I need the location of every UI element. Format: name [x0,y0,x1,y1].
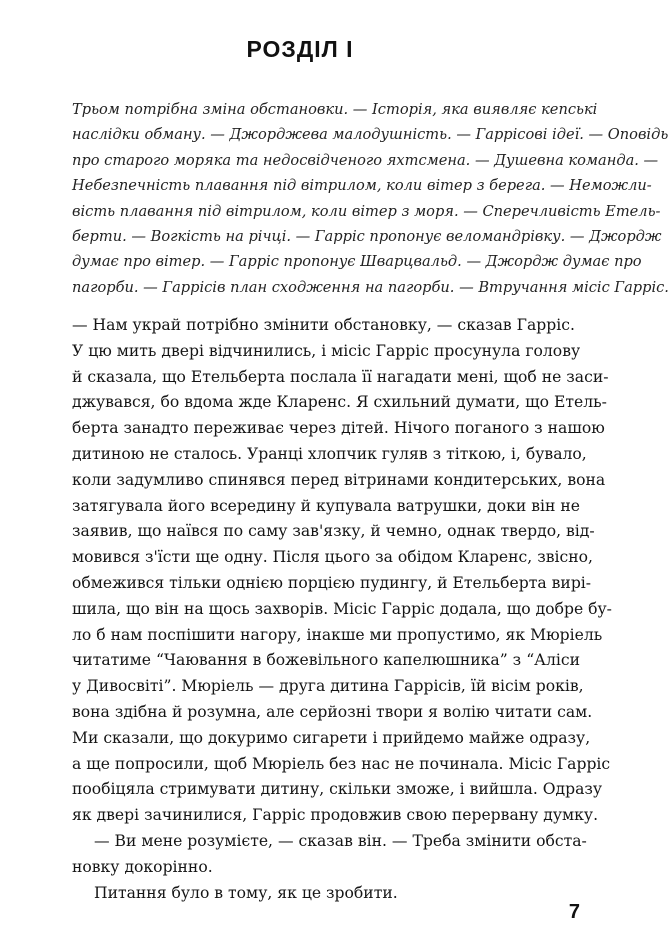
body-line: — Нам украй потрібно змінити обстановку, — сказав Гарріс. [72,316,575,334]
synopsis-line: Небезпечність плавання під вітрилом, коли вітер з берега. — Неможли- [72,177,652,195]
body-line: новку докорінно. [72,857,213,876]
body-line: пообіцяла стримувати дитину, скільки зможе, і вийшла. Одразу [72,780,603,799]
body-line: читатиме “Чаювання в божевільного капелюшника” з “Аліси [72,651,580,670]
body-line: дитиною не сталось. Уранці хлопчик гуляв з тіткою, і, бувало, [72,444,587,463]
body-line: берта занадто переживає через дітей. Нічого поганого з нашою [72,419,605,438]
body-line: Питання було в тому, як це зробити. [94,883,398,902]
body-line: ло б нам поспішити нагору, інакше ми пропустимо, як Мюріель [72,625,603,644]
body-line: затягувала його всередину й купувала ватрушки, доки він не [72,496,580,515]
page-number: 7 [568,901,580,923]
body-line: — Ви мене розумієте, — сказав він. — Треба змінити обста- [94,831,587,850]
synopsis-line: вість плавання під вітрилом, коли вітер з моря. — Сперечливість Етель- [72,202,661,220]
body-line: мовився з'їсти ще одну. Після цього за обідом Кларенс, звісно, [72,548,593,567]
body-line: вона здібна й розумна, але серйозні твори я волію читати сам. [72,702,593,721]
body-line: у Дивосвіті”. Мюріель — друга дитина Гаррісів, їй вісім років, [72,677,584,696]
body-line: У цю мить двері відчинились, і місіс Гарріс просунула голову [72,341,581,360]
synopsis-line: наслідки обману. — Джорджева малодушність. — Гаррісові ідеї. — Оповідь [72,126,669,144]
body-line: й сказала, що Етельберта послала її нагадати мені, щоб не заси- [72,367,609,386]
synopsis-line: пагорби. — Гаррісів план сходження на пагорби. — Втручання місіс Гарріс. [72,278,669,296]
body-line: Ми сказали, що докуримо сигарети і прийдемо майже одразу, [72,728,591,747]
synopsis-line: Трьом потрібна зміна обстановки. — Історія, яка виявляє кепські [72,101,598,118]
synopsis-line: берти. — Вогкість на річці. — Гарріс пропонує веломандрівку. — Джордж [72,227,662,245]
synopsis-line: думає про вітер. — Гарріс пропонує Шварцвальд. — Джордж думає про [72,253,642,271]
chapter-body [72,313,612,906]
body-line: шила, що він на щось захворів. Місіс Гарріс додала, що добре бу- [72,599,612,618]
body-line: джувався, бо вдома жде Кларенс. Я схильний думати, що Етель- [72,393,607,412]
body-line: коли задумливо спинявся перед вітринами кондитерських, вона [72,470,606,489]
body-line: заявив, що наївся по саму зав'язку, й чемно, однак твердо, від- [72,522,595,541]
body-line: як двері зачинилися, Гарріс продовжив свою перервану думку. [72,806,599,825]
synopsis-line: про старого моряка та недосвідченого яхтсмена. — Душевна команда. — [72,151,659,169]
chapter-title: РОЗДІЛ І [246,36,354,62]
body-line: а ще попросили, щоб Мюріель без нас не починала. Місіс Гарріс [72,754,611,773]
body-line: обмежився тільки однією порцією пудингу, й Етельберта вирі- [72,573,592,592]
chapter-synopsis [72,97,669,300]
